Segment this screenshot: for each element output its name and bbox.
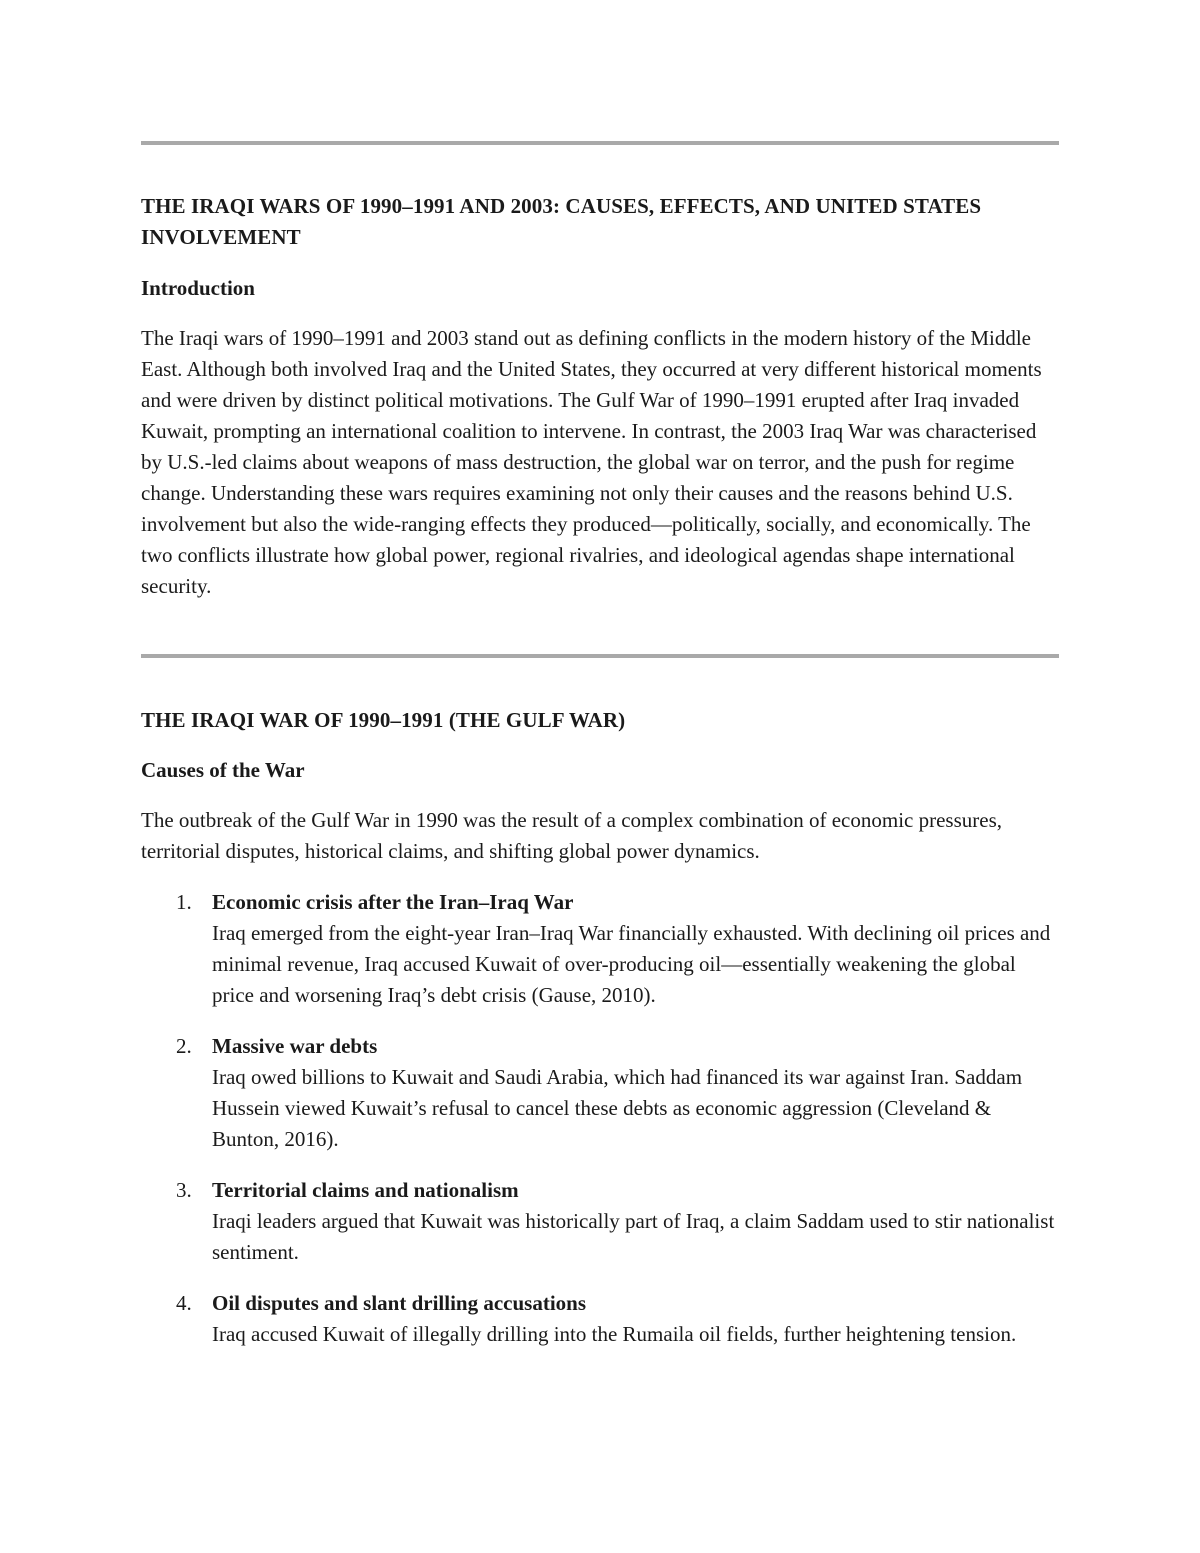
list-item-heading: Economic crisis after the Iran–Iraq War bbox=[212, 890, 574, 914]
horizontal-rule-middle bbox=[141, 654, 1059, 658]
list-item-heading: Territorial claims and nationalism bbox=[212, 1178, 519, 1202]
introduction-paragraph: The Iraqi wars of 1990–1991 and 2003 stand out as defining conflicts in the modern history of the Middle East. Although both involved Iraq and the United States, they occurred at very different historical moments and were driven by distinct political motivations. The Gulf War of 1990–1991 erupted after Iraq invaded Kuwait, prompting an international coalition to intervene. In contrast, the 2003 Iraq War was characterised by U.S.-led claims about weapons of mass destruction, the global war on terror, and the push for regime change. Understanding these wars requires examining not only their causes and the reasons behind U.S. involvement but also the wide-ranging effects they produced—politically, socially, and economically. The two conflicts illustrate how global power, regional rivalries, and ideological agendas shape international security. bbox=[141, 326, 1042, 598]
list-item-text: Iraq accused Kuwait of illegally drilling into the Rumaila oil fields, further heightening tension. bbox=[212, 1322, 1017, 1346]
list-item-text: Iraqi leaders argued that Kuwait was historically part of Iraq, a claim Saddam used to stir nationalist sentiment. bbox=[212, 1209, 1055, 1264]
horizontal-rule-top bbox=[141, 141, 1059, 145]
introduction-heading: Introduction bbox=[141, 276, 255, 300]
list-item-heading: Massive war debts bbox=[212, 1034, 378, 1058]
list-item-heading: Oil disputes and slant drilling accusations bbox=[212, 1291, 587, 1315]
list-item-text: Iraq emerged from the eight-year Iran–Iraq War financially exhausted. With declining oil prices and minimal revenue, Iraq accused Kuwait of over-producing oil—essentially weakening the global price and worsening Iraq’s debt crisis (Gause, 2010). bbox=[212, 921, 1051, 1007]
causes-heading: Causes of the War bbox=[141, 758, 305, 782]
gulf-war-title: THE IRAQI WAR OF 1990–1991 (THE GULF WAR) bbox=[141, 708, 626, 732]
list-item-number: 4. bbox=[176, 1291, 192, 1315]
causes-intro-paragraph: The outbreak of the Gulf War in 1990 was the result of a complex combination of economic pressures, territorial disputes, historical claims, and shifting global power dynamics. bbox=[141, 808, 1003, 863]
document-title: THE IRAQI WARS OF 1990–1991 AND 2003: CAUSES, EFFECTS, AND UNITED STATES INVOLVEMENT bbox=[141, 194, 982, 249]
list-item-number: 2. bbox=[176, 1034, 192, 1058]
list-item-number: 3. bbox=[176, 1178, 192, 1202]
list-item-text: Iraq owed billions to Kuwait and Saudi Arabia, which had financed its war against Iran. Saddam Hussein viewed Kuwait’s refusal to cancel these debts as economic aggression (Cleveland & Bunton, 2016). bbox=[212, 1065, 1023, 1151]
list-item-number: 1. bbox=[176, 890, 192, 914]
